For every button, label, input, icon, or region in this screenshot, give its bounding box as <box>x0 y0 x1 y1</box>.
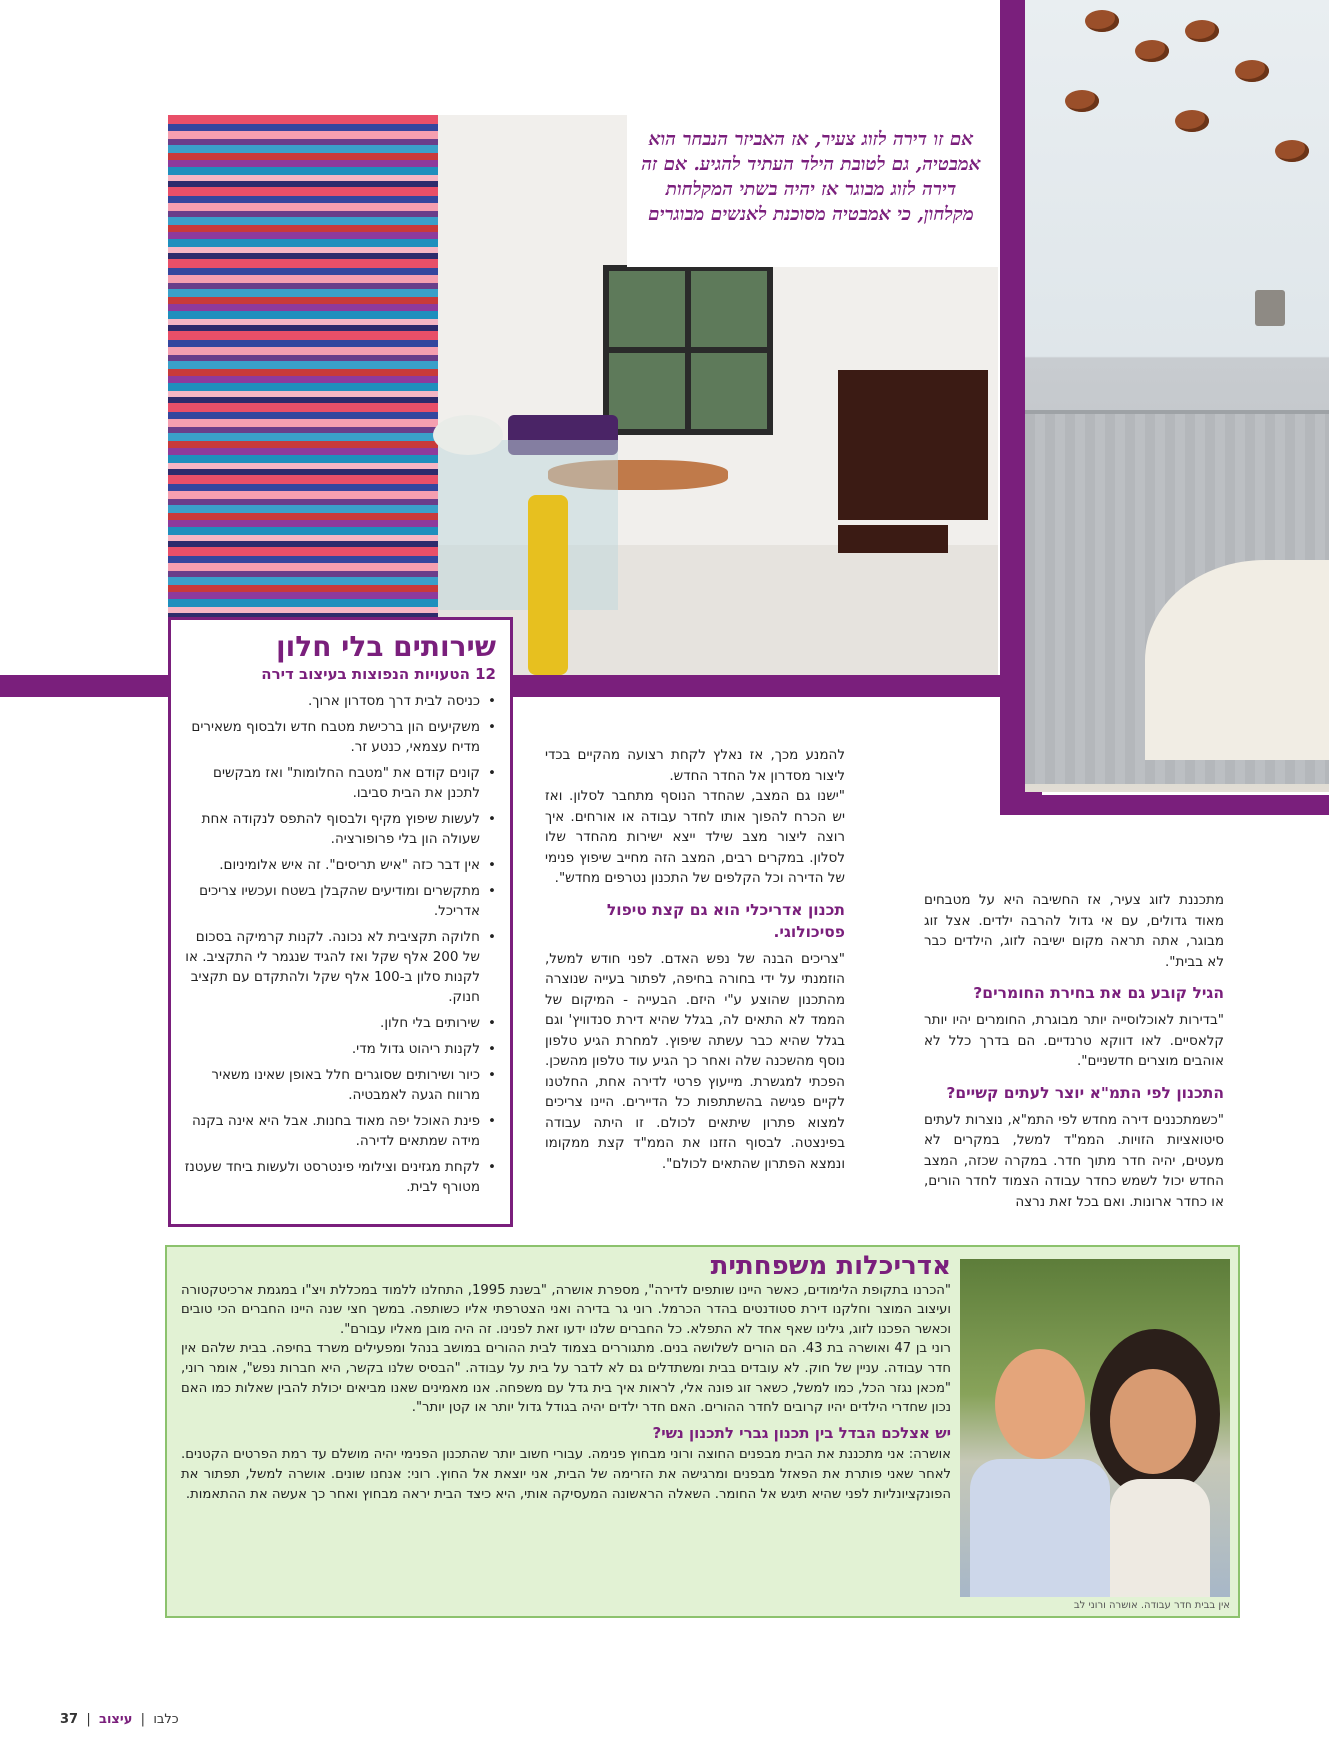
article-column-right <box>924 890 1224 1212</box>
wall-decor-disc <box>1235 60 1269 82</box>
yellow-chairs <box>528 495 568 675</box>
list-item: • לקנות ריהוט גדול מדי. <box>181 1039 480 1059</box>
page-footer <box>60 1712 179 1727</box>
separator: | <box>136 1712 150 1727</box>
paragraph: "בדירות לאוכלוסייה יותר מבוגרת, החומרים יהיו יותר קלאסיים. לאו דווקא טרנדיים. הם בדרך כלל לא אוהבים מוצרים חדשניים". <box>924 1012 1224 1069</box>
magazine-name: כלבו <box>153 1712 179 1727</box>
list-item: • מתקשרים ומודיעים שהקבלן בשטח ועכשיו צריכים אדריכל. <box>181 881 480 921</box>
pull-quote-text: אם זו דירה לזוג צעיר, אז האביזר הנבחר הוא אמבטיה, גם לטובת הילד העתיד להגיע. אם זה דירה לזוג מבוגר אז יהיה בשתי המקלחות מקלחון, כי אמבטיה מסוכנת לאנשים מבוגרים <box>641 129 981 225</box>
paragraph: "הכרנו בתקופת הלימודים, כאשר היינו שותפים לדירה", מספרת אושרה, "בשנת 1995, התחלנו ללמוד במכללת ויצ"ו במגמת ארכיטקטורה ועיצוב המוצר וחלקנו דירת סטודנטים בהדר הכרמל. רוני גר בדירה ואני הצטרפתי אליו כשותפה. במשך חצי שנה היינו החברים הכי טובים וכאשר הפכנו לזוג, גילינו שאף אחד לא התפלא. כל החברים שלנו ידעו זאת לפנינו. זה היה מובן מאליו עבורם". <box>181 1282 951 1337</box>
list-item: • לקחת מגזינים וצילומי פינטרסט ולעשות ביחד שעטנז מטורף לבית. <box>181 1157 480 1197</box>
paragraph: "ישנו גם המצב, שהחדר הנוסף מתחבר לסלון. ואז יש הכרח להפוך אותו לחדר עבודה או אורחים. איך רוצה ליצור מצב שילד ייצא ישירות מהחדר שלו לסלון. במקרים רבים, המצב הזה מחייב שיפוץ פנימי של הדירה וכל הקלפים של התכנון נטרפים מחדש". <box>545 788 845 886</box>
subheading: תכנון אדריכלי הוא גם קצת טיפול פסיכולוגי. <box>606 900 845 941</box>
list-item: • פינת האוכל יפה מאוד בחנות. אבל היא אינה בקנה מידה שמתאים לדירה. <box>181 1111 480 1151</box>
page-number: 37 <box>60 1712 79 1727</box>
sidebar-title: שירותים בלי חלון <box>276 630 496 663</box>
wall-decor-disc <box>1085 10 1119 32</box>
list-item: • אין דבר כזה "איש תריסים". זה איש אלומיניום. <box>181 855 480 875</box>
list-item: • משקיעים הון ברכישת מטבח חדש ולבסוף משאירים מדיח עצמאי, כנטע זר. <box>181 717 480 757</box>
bedroom-photo <box>1025 0 1329 792</box>
man-shirt <box>970 1459 1110 1597</box>
list-item: • כניסה לבית דרך מסדרון ארוך. <box>181 691 480 711</box>
wall-decor-disc <box>1175 110 1209 132</box>
wall-lamp <box>1255 290 1285 326</box>
mistakes-sidebar <box>168 617 513 1227</box>
window <box>603 265 773 435</box>
wall-decor-disc <box>1135 40 1169 62</box>
mistakes-list <box>181 691 496 1197</box>
paragraph: מתכננת לזוג צעיר, אז החשיבה היא על מטבחים מאוד גדולים, עם אי גדול להרבה ילדים. אצל זוג מבוגר, אתה תראה מקום ישיבה לזוג, הילדים כבר לא בבית". <box>924 892 1224 970</box>
family-title: אדריכלות משפחתית <box>710 1251 951 1281</box>
paragraph: "כשמתכננים דירה מחדש לפי התמ"א, נוצרות לעתים סיטואציות הזויות. הממ"ד למשל, במקרים לא מעטים, יהיה חדר מתוך חדר. במקרה שכזה, המצב החדש יכול לשמש כחדר עבודה הצמוד לחדר הורים, או כחדר ארונות. ואם בכל זאת נרצה <box>924 1111 1224 1210</box>
sidebar-subtitle: 12 הטעויות הנפוצות בעיצוב דירה <box>261 665 496 683</box>
list-item: • לעשות שיפוץ מקיף ולבסוף להתפס לנקודה אחת שעולה הון בלי פרופורציה. <box>181 809 480 849</box>
photo-caption: אין בבית חדר עבודה. אושרה ורוני לב <box>1073 1600 1230 1611</box>
woman-face <box>1110 1369 1196 1474</box>
list-item: • קונים קודם את "מטבח החלומות" ואז מבקשים לתכנן את הבית סביבו. <box>181 763 480 803</box>
subheading: התכנון לפי התמ"א יוצר לעתים קשיים? <box>946 1083 1224 1102</box>
paragraph: אושרה: אני מתכננת את הבית מבפנים החוצה ורוני מבחוץ פנימה. עבורי חשוב יותר שהתכנון הפנימי יהיה מושלם עד רמת הפרטים הקטנים. לאחר שאני פותרת את הפאזל מבפנים ומרגישה את הזרימה של הבית, אני יוצאת אל החוץ. רוני: אנחנו שונים. אושרה למשל, תפתור את הפונקציונליות לפני שהיא תיגש אל החומר. השאלה הראשונה המעסיקה אותי, היא כיצד הבית יראה מבחוץ ואחר כך אעשה את ההתאמות. <box>181 1447 951 1502</box>
wall-decor-disc <box>1185 20 1219 42</box>
pull-quote <box>627 115 999 267</box>
article-column-middle <box>545 745 845 1174</box>
paragraph: רוני בן 47 ואושרה בת 43. הם הורים לשלושה בנים. מתגוררים בצמוד לבית ההורים במושב בנהל ומפעילים משרד בחיפה. בבית שלהם אין חדר עבודה. עניין של חוק. לא עובדים בבית ומשתדלים גם לא לדבר על בית על עבודה. "הבסיס שלנו בקשר, היא חברות נפש", אומר רוני, "מכאן נגזר הכל, כמו למשל, כשאר זוג פונה אלי, לראות איך בית גדל עם משפחה. אנו מאמינים שאנו מביאים יכולת להבין שאלות כמו האם נכון שחדרי הילדים יהיו קרובים לחדר ההורים. האם חדר ילדים יהיה בגודל גדול יותר או קטן יותר". <box>181 1341 951 1416</box>
family-architecture-box <box>165 1245 1240 1618</box>
flower-pot <box>433 415 503 455</box>
wall-decor-disc <box>1275 140 1309 162</box>
list-item: • חלוקה תקציבית לא נכונה. לקנות קרמיקה בסכום של 200 אלף שקל ואז להגיד שנגמר לי התקציב. או לקנות סלון ב-100 אלף שקל ולהתקדם עם תקציב חנוק. <box>181 927 480 1007</box>
subheading: יש אצלכם הבדל בין תכנון גברי לתכנון נשי? <box>652 1423 951 1442</box>
striped-wall <box>168 115 438 675</box>
section-name: עיצוב <box>99 1712 133 1727</box>
architects-photo <box>960 1259 1230 1597</box>
paragraph: "צריכים הבנה של נפש האדם. לפני חודש למשל, הוזמנתי על ידי בחורה בחיפה, לפתור בעייה שנוצרה מהתכנון שהוצע ע"י היזם. הבעייה - המיקום של הממד לא התאים לה, בגלל שהיא דירת סנדוויץ' וגם בגלל שהיא כבר עשתה שיפוץ. למחרת הגיע טלפון נוסף מהשכנה שלה ואחר כך הגיע עוד טלפון מהשכן. הפכתי למגשרת. מייעוץ פרטי לדירה אחת, החלטנו לקיים פגישה בהשתתפות כל הדיירים. היינו צריכים למצוא פתרון שיתאים לכולם. זו היתה עבודה בפינצטה. לבסוף הזזנו את הממ"ד קצת ממקומו ונמצא הפתרון שהתאים לכולם". <box>545 950 845 1172</box>
piano <box>838 370 988 520</box>
wall-decor-disc <box>1065 90 1099 112</box>
list-item: • כיור ושירותים שסוגרים חלל באופן שאינו משאיר מרווח הגעה לאמבטיה. <box>181 1065 480 1105</box>
piano-bench <box>838 525 948 553</box>
separator: | <box>82 1712 95 1727</box>
purple-frame-bottom <box>1000 795 1329 815</box>
family-text <box>181 1251 951 1504</box>
subheading: הגיל קובע גם את בחירת החומרים? <box>973 984 1224 1002</box>
man-face <box>995 1349 1085 1459</box>
woman-top <box>1110 1479 1210 1597</box>
paragraph: להמנע מכך, אז נאלץ לקחת רצועה מהקיים בכדי ליצור מסדרון אל החדר החדש. <box>545 747 845 784</box>
list-item: • שירותים בלי חלון. <box>181 1013 480 1033</box>
